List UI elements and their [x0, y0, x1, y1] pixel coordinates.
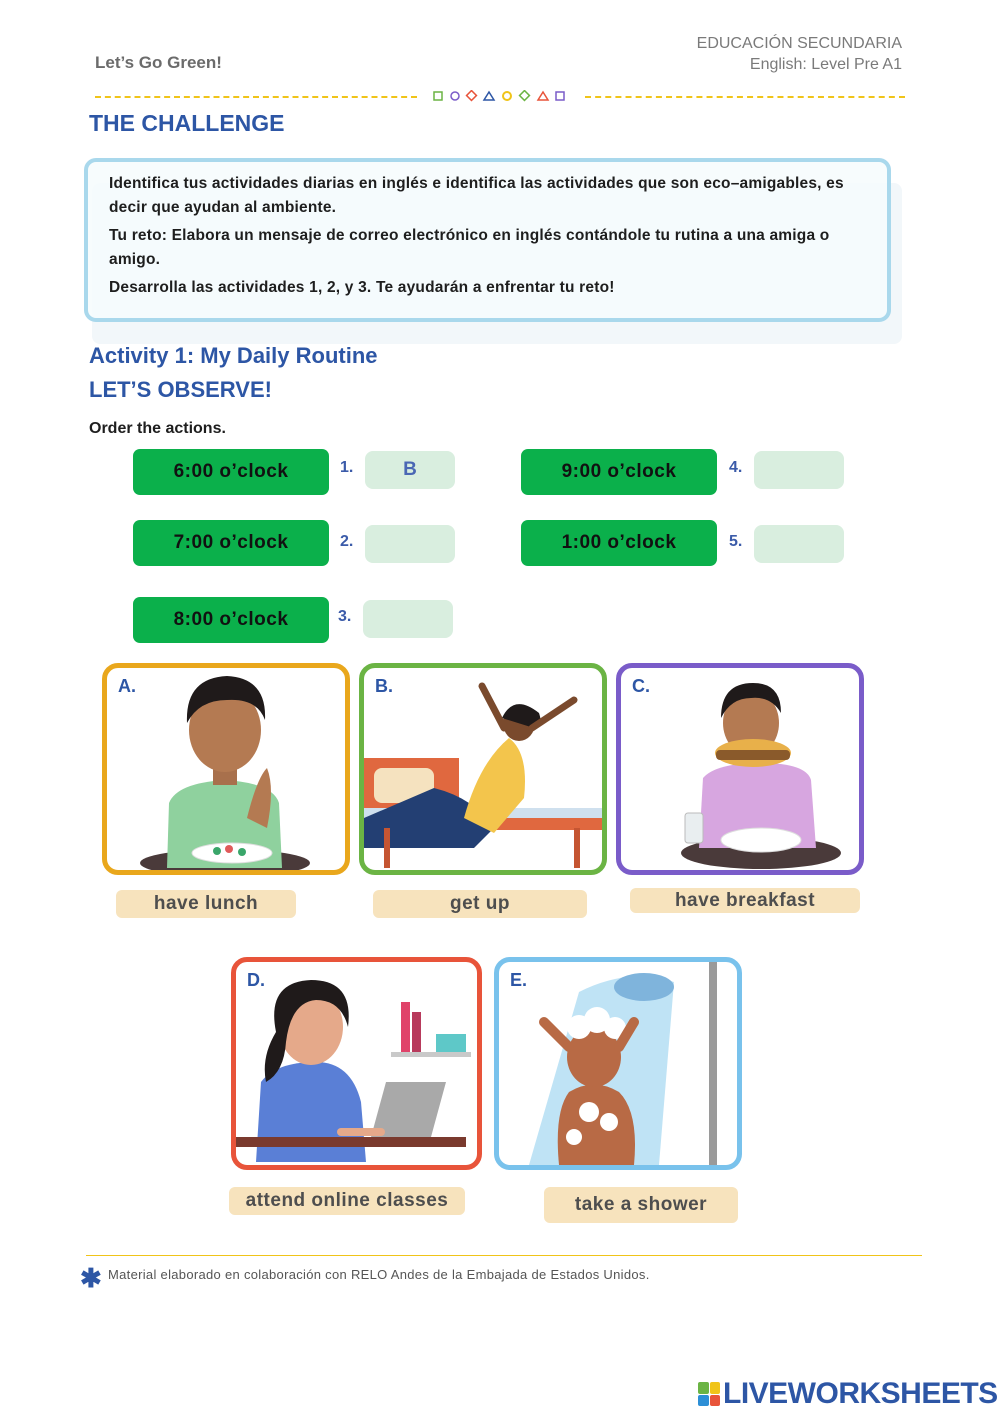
person-waking-up-icon: [364, 668, 602, 870]
card-c-letter: C.: [632, 676, 650, 696]
answer-field-3[interactable]: [363, 600, 453, 638]
card-e-label: take a shower: [544, 1187, 738, 1223]
header-title: Let’s Go Green!: [95, 53, 222, 72]
card-b-letter: B.: [375, 676, 393, 696]
challenge-heading: THE CHALLENGE: [89, 110, 285, 136]
card-a-letter: A.: [118, 676, 136, 696]
activity-subtitle: LET’S OBSERVE!: [89, 377, 272, 402]
challenge-goal: Tu reto: Elabora un mensaje de correo electrónico en inglés contándole tu rutina a una amiga o amigo.: [109, 227, 830, 268]
card-c-have-breakfast: [616, 663, 864, 875]
time-label-2: 7:00 o’clock: [133, 520, 329, 566]
header-english-line: English: Level Pre A1: [749, 56, 902, 73]
time-label-1: 6:00 o’clock: [133, 449, 329, 495]
asterisk-icon: ✱: [80, 1263, 102, 1293]
card-e-letter: E.: [510, 970, 528, 990]
footer-divider: [86, 1255, 922, 1256]
header-level-line: EDUCACIÓN SECUNDARIA: [696, 35, 902, 52]
answer-number-1: 1.: [340, 459, 354, 476]
card-e-take-a-shower: [494, 957, 742, 1170]
decorative-shapes-icon: [433, 90, 568, 104]
header-divider-right: [585, 96, 905, 98]
card-d-attend-online-classes: [231, 957, 482, 1170]
challenge-steps: Desarrolla las actividades 1, 2, y 3. Te ayudarán a enfrentar tu reto!: [109, 279, 615, 296]
time-label-4: 9:00 o’clock: [521, 449, 717, 495]
time-label-5: 1:00 o’clock: [521, 520, 717, 566]
activity-title: Activity 1: My Daily Routine: [89, 343, 378, 368]
card-a-label: have lunch: [116, 890, 296, 918]
time-label-3: 8:00 o’clock: [133, 597, 329, 643]
person-eating-lunch-icon: [107, 668, 345, 870]
answer-number-3: 3.: [338, 608, 352, 625]
footer-credit: Material elaborado en colaboración con RELO Andes de la Embajada de Estados Unidos.: [108, 1267, 650, 1282]
card-a-have-lunch: [102, 663, 350, 875]
challenge-instruction: Identifica tus actividades diarias en inglés e identifica las actividades que son eco–amigables, es decir que ayudan al ambiente.: [109, 175, 844, 216]
answer-number-2: 2.: [340, 533, 354, 550]
person-eating-breakfast-icon: [621, 668, 859, 870]
liveworksheets-icon: [698, 1382, 720, 1406]
answer-field-2[interactable]: [365, 525, 455, 563]
card-b-label: get up: [373, 890, 587, 918]
liveworksheets-logo[interactable]: [698, 1377, 998, 1411]
activity-instruction: Order the actions.: [89, 420, 226, 437]
answer-number-4: 4.: [729, 459, 743, 476]
answer-field-1[interactable]: B: [365, 451, 455, 489]
card-d-label: attend online classes: [229, 1187, 465, 1215]
person-at-laptop-icon: [236, 962, 477, 1165]
answer-number-5: 5.: [729, 533, 743, 550]
answer-field-4[interactable]: [754, 451, 844, 489]
card-c-label: have breakfast: [630, 888, 860, 913]
header-divider-left: [95, 96, 417, 98]
card-b-get-up: [359, 663, 607, 875]
header-course: [697, 33, 902, 75]
answer-field-5[interactable]: [754, 525, 844, 563]
person-showering-icon: [499, 962, 737, 1165]
challenge-box: [84, 158, 891, 322]
card-d-letter: D.: [247, 970, 265, 990]
liveworksheets-wordmark: LIVEWORKSHEETS: [723, 1377, 998, 1410]
